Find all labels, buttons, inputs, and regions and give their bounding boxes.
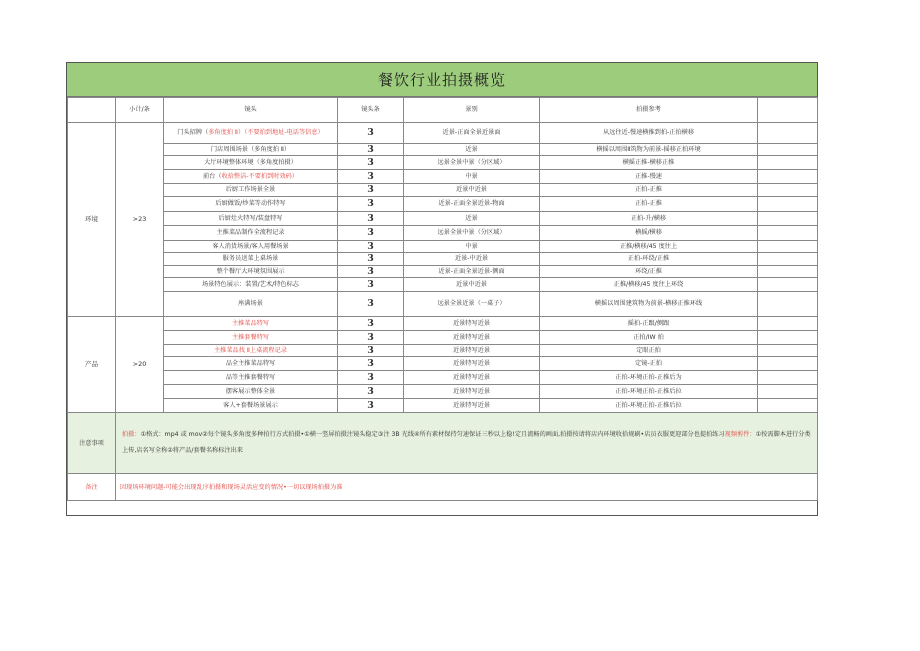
reference-cell: 横摇/横移 <box>540 225 758 240</box>
reference-cell: 正拍-环绕/正推 <box>540 253 758 265</box>
qty-cell: 3 <box>338 316 404 330</box>
remark-label: 备注 <box>68 474 116 501</box>
shot-cell: 前台（收拾整洁-不要拍到时效码） <box>164 170 338 184</box>
notes-text: 拍摄：①格式：mp4 或 mov②每个镜头多角度多种拍行方式拍摄•①横一竖屏拍摄注镜头稳定③注 3B 光线④所有素材保持匀速保证三秒以上稳!定且流畅的画面,拍摄按请将店内环境收拾规刷•店员衣服更迎部分也提拍练习视频剪件：①按需脚本进行分类上传,店名写全称②将产品/套餐名称标注出来 <box>116 413 818 474</box>
reference-cell: 横摇以周围建筑物为前景-横移正推环线 <box>540 291 758 316</box>
reference-cell: 环绕/正推 <box>540 265 758 277</box>
reference-cell: 正拍-正推 <box>540 196 758 211</box>
shot-cell: 主推菜品特写 <box>164 316 338 330</box>
qty-cell: 3 <box>338 385 404 399</box>
scene-cell: 远景全景近景（一桌子） <box>404 291 540 316</box>
product-section <box>68 316 818 412</box>
scene-cell: 远景全景中景（分区域） <box>404 156 540 170</box>
header-qty: 镜头条 <box>338 98 404 123</box>
reference-cell: 正拍-升/横移 <box>540 211 758 225</box>
shot-cell: 大厅环境整体环境（多角度拍摄） <box>164 156 338 170</box>
header-shot: 镜头 <box>164 98 338 123</box>
qty-cell: 3 <box>338 265 404 277</box>
reference-cell: 定眼正拍 <box>540 344 758 356</box>
remark-text: 因现场环境问题-可能会出现乱序拍摄和现场灵活应变的情况•一切以现场拍摄为准 <box>116 474 818 501</box>
category-count: >20 <box>116 316 164 412</box>
scene-cell: 近景特写近景 <box>404 371 540 385</box>
scene-cell: 近景中近景 <box>404 277 540 291</box>
category-count: >23 <box>116 123 164 317</box>
shot-cell: 服务员送菜上桌场景 <box>164 253 338 265</box>
table-row <box>68 211 818 225</box>
shot-cell: 品等主推套餐特写 <box>164 371 338 385</box>
qty-cell: 3 <box>338 277 404 291</box>
scene-cell: 近景-中近景 <box>404 253 540 265</box>
qty-cell: 3 <box>338 253 404 265</box>
scene-cell: 远景全景中景（分区域） <box>404 225 540 240</box>
shot-table <box>67 97 818 515</box>
scene-cell: 近景特写近景 <box>404 316 540 330</box>
reference-cell: 从远往近-慢速横推到拍-正拍横移 <box>540 123 758 144</box>
reference-cell: 正拍/IW 拍 <box>540 330 758 344</box>
table-row <box>68 399 818 413</box>
category-label: 环境 <box>68 123 116 317</box>
reference-cell: 正拍-环境正拍-正推后拉 <box>540 399 758 413</box>
qty-cell: 3 <box>338 225 404 240</box>
shot-cell: 客人+套餐场景展示 <box>164 399 338 413</box>
shot-cell: 门头招牌（多角度拍 Ⅱ）（不要拍到地址-电话等信息） <box>164 123 338 144</box>
category-label: 产品 <box>68 316 116 412</box>
header-scene: 景别 <box>404 98 540 123</box>
qty-cell: 3 <box>338 184 404 196</box>
notes-label: 注意事项 <box>68 413 116 474</box>
scene-cell: 近景特写近景 <box>404 330 540 344</box>
shot-cell: 后厨工作场景全景 <box>164 184 338 196</box>
shot-cell: 主推菜品制作全流程记录 <box>164 225 338 240</box>
table-row <box>68 253 818 265</box>
qty-cell: 3 <box>338 291 404 316</box>
table-row <box>68 291 818 316</box>
reference-cell: 摇拍-正跟/侧跟 <box>540 316 758 330</box>
qty-cell: 3 <box>338 196 404 211</box>
scene-cell: 近景中近景 <box>404 184 540 196</box>
table-row <box>68 144 818 156</box>
table-row <box>68 265 818 277</box>
qty-cell: 3 <box>338 211 404 225</box>
reference-cell: 正推-慢速 <box>540 170 758 184</box>
scene-cell: 近景特写近景 <box>404 357 540 371</box>
shot-cell: 主推套餐特写 <box>164 330 338 344</box>
scene-cell: 近景特写近景 <box>404 344 540 356</box>
qty-cell: 3 <box>338 240 404 252</box>
qty-cell: 3 <box>338 344 404 356</box>
table-row <box>68 277 818 291</box>
table-row <box>68 225 818 240</box>
shot-cell: 场景特色展示：装置/艺术/特色标志 <box>164 277 338 291</box>
table-row <box>68 123 818 144</box>
scene-cell: 近景-正面全景近景-物面 <box>404 196 540 211</box>
scene-cell: 中景 <box>404 170 540 184</box>
scene-cell: 近景-正面全景近景面 <box>404 123 540 144</box>
scene-cell: 近景 <box>404 144 540 156</box>
shot-cell: 后厨灶火特写/装盘特写 <box>164 211 338 225</box>
qty-cell: 3 <box>338 371 404 385</box>
scene-cell: 近景特写近景 <box>404 385 540 399</box>
shot-cell: 摆客展示整体全景 <box>164 385 338 399</box>
table-row <box>68 196 818 211</box>
environment-section <box>68 123 818 317</box>
reference-cell: 横摇正推-横移正推 <box>540 156 758 170</box>
qty-cell: 3 <box>338 123 404 144</box>
qty-cell: 3 <box>338 357 404 371</box>
shot-cell: 客人消货场景/客人用餐场景 <box>164 240 338 252</box>
header-row <box>68 98 818 123</box>
qty-cell: 3 <box>338 399 404 413</box>
qty-cell: 3 <box>338 170 404 184</box>
shot-cell: 后厨做饭/炒菜等动作特写 <box>164 196 338 211</box>
shot-cell: 整个餐厅大环境氛围展示 <box>164 265 338 277</box>
scene-cell: 近景-正面全景近景-侧面 <box>404 265 540 277</box>
table-row <box>68 170 818 184</box>
sheet-title: 餐饮行业拍摄概览 <box>67 63 817 97</box>
scene-cell: 近景特写近景 <box>404 399 540 413</box>
reference-cell: 正推/横移/45 度往上环绕 <box>540 277 758 291</box>
shot-cell: 品全主推菜品特写 <box>164 357 338 371</box>
table-row <box>68 371 818 385</box>
reference-cell: 正推/横移/45 度往上 <box>540 240 758 252</box>
qty-cell: 3 <box>338 330 404 344</box>
header-reference: 拍摄参考 <box>540 98 758 123</box>
table-row <box>68 316 818 330</box>
scene-cell: 中景 <box>404 240 540 252</box>
table-row <box>68 344 818 356</box>
table-row <box>68 240 818 252</box>
scene-cell: 近景 <box>404 211 540 225</box>
table-row <box>68 156 818 170</box>
reference-cell: 正拍-正推 <box>540 184 758 196</box>
notes-row <box>68 413 818 474</box>
qty-cell: 3 <box>338 144 404 156</box>
shot-cell: 门店周围场景（多角度拍 Ⅱ） <box>164 144 338 156</box>
qty-cell: 3 <box>338 156 404 170</box>
shot-cell: 主推菜品找 Ⅱ上桌流程记录 <box>164 344 338 356</box>
reference-cell: 定镜-正拍 <box>540 357 758 371</box>
header-count: 小计/条 <box>116 98 164 123</box>
table-row <box>68 357 818 371</box>
reference-cell: 正拍-环境正拍-正推后拉 <box>540 385 758 399</box>
spreadsheet <box>66 62 818 516</box>
table-row <box>68 330 818 344</box>
table-row <box>68 385 818 399</box>
remark-row <box>68 474 818 501</box>
shot-cell: 座满场景 <box>164 291 338 316</box>
table-row <box>68 184 818 196</box>
reference-cell: 正拍-环境正拍-正推后为 <box>540 371 758 385</box>
reference-cell: 横摇以周围Ⅱ筑物为前景-摇移正拍环境 <box>540 144 758 156</box>
